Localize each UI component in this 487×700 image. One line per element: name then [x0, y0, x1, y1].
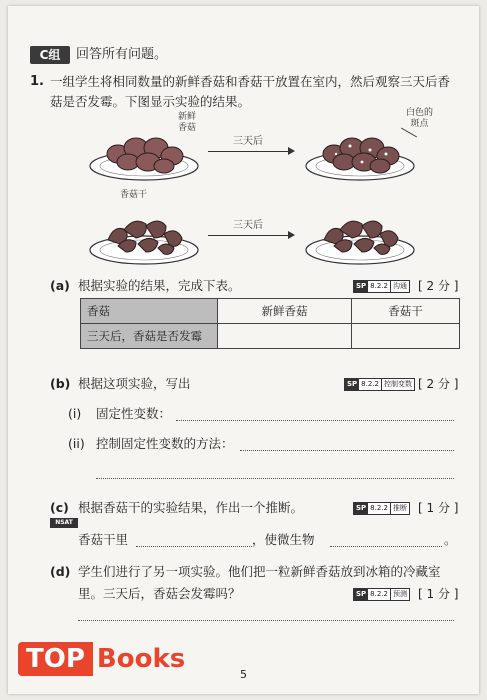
- part-d-line-1: 学生们进行了另一项实验。他们把一粒新鲜香菇放到冰箱的冷藏室: [78, 564, 441, 579]
- answer-line-d[interactable]: [78, 620, 454, 621]
- part-c-text: 根据香菇干的实验结果，作出一个推断。: [78, 500, 304, 515]
- arrow-label-top: 三天后: [233, 136, 263, 147]
- table-header-dried: 香菇干: [352, 299, 460, 324]
- arrow-top-line: [208, 151, 288, 152]
- answer-cell-dried[interactable]: [352, 324, 460, 349]
- part-a-label: (a): [50, 278, 70, 293]
- part-b-i-label: (i): [68, 406, 82, 421]
- marks-c: [ 1 分 ]: [418, 501, 459, 515]
- skill-badge-a: SP 8.2.2 沟通: [353, 280, 410, 293]
- result-table: [80, 298, 460, 349]
- part-b-ii-text: 控制固定性变数的方法：: [96, 436, 234, 451]
- section-title: 回答所有问题。: [76, 47, 168, 62]
- label-fresh-mushroom: 新鲜 香菇: [178, 112, 197, 133]
- answer-line-b-i[interactable]: [176, 420, 454, 421]
- marks-d: [ 1 分 ]: [418, 587, 459, 601]
- mouldy-mushroom-plate-image: [304, 124, 416, 184]
- dried-mushroom-after-plate-image: [304, 206, 416, 266]
- section-tag: C组: [30, 46, 70, 64]
- part-c-fill-middle: ，使微生物: [252, 532, 315, 547]
- marks-b: [ 2 分 ]: [418, 377, 459, 391]
- part-b-label: (b): [50, 376, 71, 391]
- part-b-i-text: 固定性变数：: [96, 406, 172, 421]
- part-c-fill-start: 香菇干里: [78, 532, 129, 547]
- skill-badge-c: SP 8.2.2 推断: [353, 502, 410, 515]
- fresh-mushroom-plate-image: [88, 124, 200, 184]
- part-c-fill-end: 。: [444, 532, 457, 547]
- answer-line-b-ii-1[interactable]: [240, 450, 454, 451]
- label-white-spots: 白色的 斑点: [406, 108, 434, 129]
- arrow-label-bottom: 三天后: [233, 220, 263, 231]
- question-stem-line-2: 菇是否发霉。下图显示实验的结果。: [50, 94, 251, 109]
- table-header-fresh: 新鲜香菇: [218, 299, 352, 324]
- part-b-ii-label: (ii): [68, 436, 85, 451]
- answer-line-b-ii-2[interactable]: [96, 478, 454, 479]
- marks-a: [ 2 分 ]: [418, 279, 459, 293]
- topbooks-logo: TOP Books: [18, 642, 228, 676]
- part-b-text: 根据这项实验，写出: [78, 376, 191, 391]
- workbook-page: [8, 6, 479, 694]
- question-stem-line-1: 一组学生将相同数量的新鲜香菇和香菇干放置在室内，然后观察三天后香: [50, 74, 451, 89]
- skill-badge-d: SP 8.2.2 预测: [353, 588, 410, 601]
- arrow-right-icon: [288, 231, 295, 239]
- question-number: 1.: [30, 74, 44, 89]
- table-header-mushroom: 香菇: [81, 299, 218, 324]
- table-row-label: 三天后，香菇是否发霉: [81, 324, 218, 349]
- answer-line-c-2[interactable]: [330, 546, 442, 547]
- arrow-right-icon: [288, 147, 295, 155]
- answer-cell-fresh[interactable]: [218, 324, 352, 349]
- part-d-label: (d): [50, 564, 71, 579]
- dried-mushroom-plate-image: [88, 206, 200, 266]
- nsat-badge: NSAT: [50, 518, 78, 528]
- skill-badge-b: SP 8.2.2 控制变数: [344, 378, 415, 391]
- part-c-label: (c): [50, 500, 69, 515]
- part-d-line-2: 里。三天后，香菇会发霉吗？: [78, 586, 241, 601]
- page-number: 5: [240, 668, 247, 681]
- label-dried-mushroom: 香菇干: [120, 190, 148, 200]
- answer-line-c-1[interactable]: [136, 546, 252, 547]
- arrow-bottom-line: [208, 235, 288, 236]
- part-a-text: 根据实验的结果，完成下表。: [78, 278, 241, 293]
